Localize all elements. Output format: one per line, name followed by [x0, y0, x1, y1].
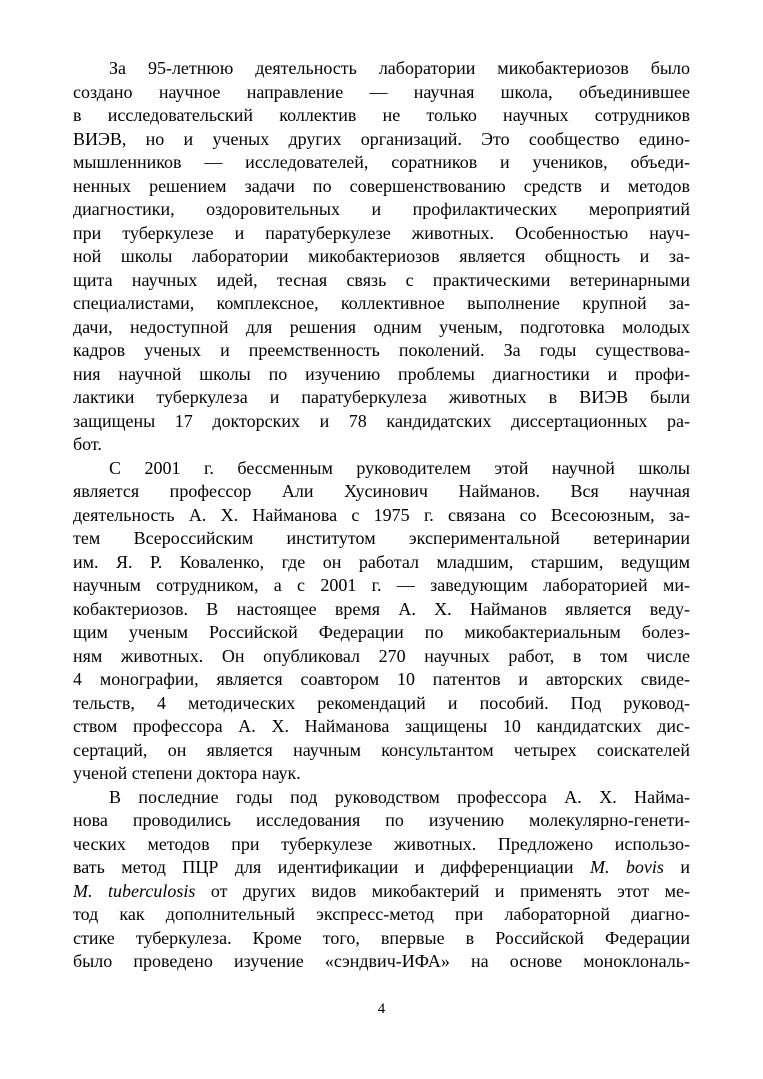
text-line: В последние годы под руководством профессора А. Х. Найма-	[109, 786, 690, 807]
text-line: бот.	[73, 434, 102, 454]
paragraph-3	[73, 786, 690, 974]
text-line: тельств, 4 методических рекомендаций и пособий. Под руковод-	[73, 692, 690, 713]
text-line: кадров ученых и преемственность поколений. За годы существова-	[73, 340, 690, 360]
text-line: сертаций, он является научным консультантом четырех соискателей	[73, 739, 690, 760]
text-line: щита научных идей, тесная связь с практическими ветеринарными	[73, 269, 690, 290]
text-line: За 95-летнюю деятельность лаборатории микобактериозов было	[109, 58, 690, 78]
text-line: было проведено изучение «сэндвич-ИФА» на основе моноклональ-	[73, 951, 690, 971]
text-line: ством профессора А. Х. Найманова защищены 10 кандидатских дис-	[73, 716, 690, 736]
text-line: дачи, недоступной для решения одним ученым, подготовка молодых	[73, 316, 690, 337]
text-line: 4 монографии, является соавтором 10 патентов и авторских свиде-	[73, 669, 690, 689]
text-line: ВИЭВ, но и ученых других организаций. Это сообщество едино-	[73, 128, 690, 149]
paragraph-1	[73, 57, 690, 457]
text-line: создано научное направление — научная школа, объединившее	[73, 81, 690, 102]
paragraph-2	[73, 457, 690, 786]
page-body	[73, 57, 690, 974]
text-line: тем Всероссийским институтом экспериментальной ветеринарии	[73, 528, 690, 548]
text-line: ням животных. Он опубликовал 270 научных работ, в том числе	[73, 645, 690, 666]
text-line: мышленников — исследователей, соратников и учеников, объеди-	[73, 152, 690, 172]
page-number: 4	[377, 1001, 386, 1017]
text-line: деятельность А. Х. Найманова с 1975 г. связана со Всесоюзным, за-	[73, 504, 690, 525]
text-line: щим ученым Российской Федерации по микобактериальным болез-	[73, 622, 690, 642]
text-line: лактики туберкулеза и паратуберкулеза животных в ВИЭВ были	[73, 387, 690, 407]
text-line: ния научной школы по изучению проблемы диагностики и профи-	[73, 363, 690, 384]
text-line: научным сотрудником, а с 2001 г. — заведующим лабораторией ми-	[73, 575, 690, 595]
text-line: С 2001 г. бессменным руководителем этой научной школы	[109, 457, 690, 478]
text-line: в исследовательский коллектив не только научных сотрудников	[73, 105, 690, 125]
text-line: специалистами, комплексное, коллективное выполнение крупной за-	[73, 293, 690, 313]
text-line: стике туберкулеза. Кроме того, впервые в Российской Федерации	[73, 927, 690, 948]
text-line: ческих методов при туберкулезе животных. Предложено использо-	[73, 833, 690, 854]
text-line: диагностики, оздоровительных и профилактических мероприятий	[73, 199, 690, 219]
text-line: является профессор Али Хусинович Найманов. Вся научная	[73, 481, 690, 501]
text-line: им. Я. Р. Коваленко, где он работал младшим, старшим, ведущим	[73, 551, 690, 572]
text-line: тод как дополнительный экспресс-метод при лабораторной диагно-	[73, 904, 690, 924]
text-line: нова проводились исследования по изучению молекулярно-генети-	[73, 810, 690, 830]
text-line: M. tuberculosis от других видов микобактерий и применять этот ме-	[73, 880, 690, 901]
text-line: при туберкулезе и паратуберкулезе животных. Особенностью науч-	[73, 222, 690, 243]
text-line: ученой степени доктора наук.	[73, 763, 301, 783]
text-line: вать метод ПЦР для идентификации и дифференциации M. bovis и	[73, 857, 690, 877]
text-line: кобактериозов. В настоящее время А. Х. Найманов является веду-	[73, 598, 690, 619]
text-line: ной школы лаборатории микобактериозов является общность и за-	[73, 246, 690, 266]
text-line: защищены 17 докторских и 78 кандидатских диссертационных ра-	[73, 410, 690, 431]
text-line: ненных решением задачи по совершенствованию средств и методов	[73, 175, 690, 196]
